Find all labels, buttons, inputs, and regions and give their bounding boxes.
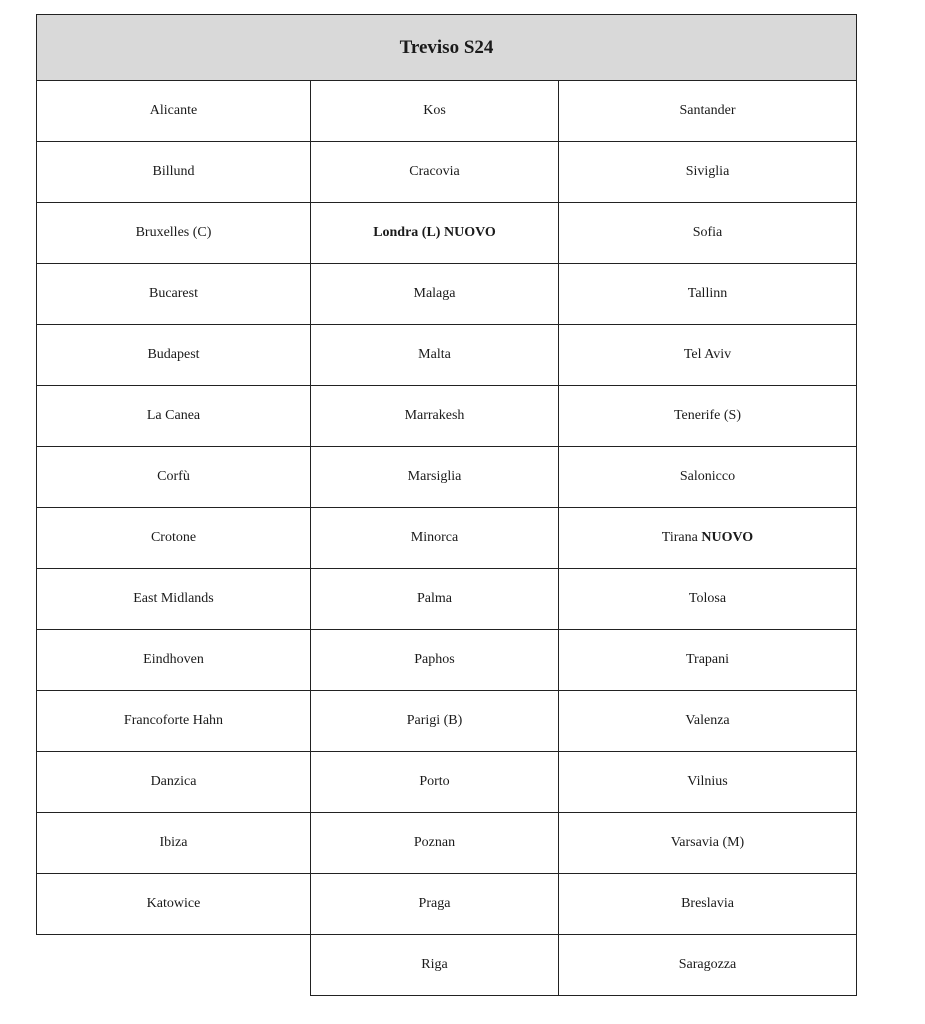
destination-name: Bucarest (149, 286, 198, 301)
destination-cell (559, 325, 857, 386)
table-body (37, 81, 857, 996)
destination-name: Paphos (414, 652, 455, 667)
destination-cell (311, 508, 559, 569)
new-route-tag: NUOVO (701, 530, 754, 545)
destination-cell (37, 264, 311, 325)
destination-cell (311, 264, 559, 325)
destination-cell (559, 752, 857, 813)
destination-name: Ibiza (159, 835, 188, 850)
destination-cell (311, 935, 559, 996)
destination-cell (559, 569, 857, 630)
destination-name: Sofia (692, 225, 723, 240)
destination-cell (559, 630, 857, 691)
destination-cell (559, 81, 857, 142)
destination-cell (37, 752, 311, 813)
destination-name: Malaga (413, 286, 456, 301)
empty-cell (37, 935, 311, 996)
table-row (37, 752, 857, 813)
destination-name: Salonicco (679, 469, 736, 484)
destination-cell (37, 569, 311, 630)
destination-name: Marrakesh (404, 408, 465, 423)
table-row (37, 569, 857, 630)
destination-name: Malta (418, 347, 451, 362)
destination-name: Corfù (157, 469, 190, 484)
destination-name: Minorca (410, 530, 459, 545)
destinations-table-container (36, 14, 857, 996)
destination-cell (559, 203, 857, 264)
destination-cell (311, 81, 559, 142)
destination-cell (37, 325, 311, 386)
destination-cell (559, 691, 857, 752)
destination-cell (37, 630, 311, 691)
table-row (37, 325, 857, 386)
destination-cell (559, 142, 857, 203)
destination-name: Marsiglia (407, 469, 462, 484)
destination-name: Tirana (661, 530, 698, 545)
destination-name: Danzica (150, 774, 197, 789)
destination-cell (37, 386, 311, 447)
destination-cell (37, 447, 311, 508)
destination-cell (311, 325, 559, 386)
table-header-row (37, 15, 857, 81)
destination-cell (559, 386, 857, 447)
destination-name: Budapest (147, 347, 200, 362)
destination-name: Poznan (413, 835, 456, 850)
destination-name: Tolosa (688, 591, 727, 606)
destination-name: Praga (418, 896, 451, 911)
destination-name: Valenza (685, 713, 730, 728)
destination-cell (37, 691, 311, 752)
destination-name: Parigi (B) (406, 713, 463, 728)
destination-cell (37, 813, 311, 874)
destination-name: Vilnius (687, 774, 728, 789)
destination-name: Billund (152, 164, 195, 179)
destination-name: Katowice (146, 896, 201, 911)
destination-name: Tallinn (687, 286, 728, 301)
table-row (37, 874, 857, 935)
destination-cell (311, 874, 559, 935)
table-row (37, 630, 857, 691)
destination-name: Palma (417, 591, 452, 606)
destination-cell (311, 142, 559, 203)
destination-name: Cracovia (409, 164, 460, 179)
destination-name: Varsavia (M) (670, 835, 745, 850)
destination-cell (37, 874, 311, 935)
destination-cell (311, 569, 559, 630)
destination-name: La Canea (146, 408, 201, 423)
destination-name: Tenerife (S) (673, 408, 742, 423)
destination-name: Porto (419, 774, 450, 789)
destination-name: Londra (L) NUOVO (373, 225, 496, 240)
destination-cell (37, 203, 311, 264)
destination-cell (559, 813, 857, 874)
table-row (37, 142, 857, 203)
destination-name: Breslavia (681, 896, 734, 911)
destination-cell (311, 691, 559, 752)
table-row (37, 813, 857, 874)
table-row (37, 508, 857, 569)
destinations-table (36, 14, 857, 996)
destination-name: Trapani (685, 652, 730, 667)
destination-cell (559, 935, 857, 996)
destination-cell (311, 752, 559, 813)
destination-name: Santander (679, 103, 736, 118)
destination-name: Crotone (150, 530, 197, 545)
table-row (37, 264, 857, 325)
destination-cell (311, 386, 559, 447)
destination-cell (559, 874, 857, 935)
table-row (37, 447, 857, 508)
destination-cell (311, 630, 559, 691)
destination-name: Francoforte Hahn (123, 713, 224, 728)
table-title: Treviso S24 (37, 15, 857, 81)
destination-cell (559, 264, 857, 325)
destination-cell (311, 203, 559, 264)
destination-name: Eindhoven (143, 652, 204, 667)
table-row (37, 691, 857, 752)
destination-name: Bruxelles (C) (135, 225, 212, 240)
table-row (37, 935, 857, 996)
destination-cell (37, 142, 311, 203)
destination-name: Saragozza (678, 957, 737, 972)
destination-name: Alicante (149, 103, 198, 118)
table-row (37, 81, 857, 142)
destination-cell (37, 508, 311, 569)
destination-name: East Midlands (133, 591, 214, 606)
table-row (37, 386, 857, 447)
destination-cell (37, 81, 311, 142)
table-row (37, 203, 857, 264)
destination-cell (559, 447, 857, 508)
destination-name: Kos (423, 103, 446, 118)
destination-name: Siviglia (685, 164, 730, 179)
destination-cell (311, 813, 559, 874)
destination-name: Tel Aviv (683, 347, 732, 362)
destination-cell (311, 447, 559, 508)
destination-cell (559, 508, 857, 569)
destination-name: Riga (421, 957, 448, 972)
